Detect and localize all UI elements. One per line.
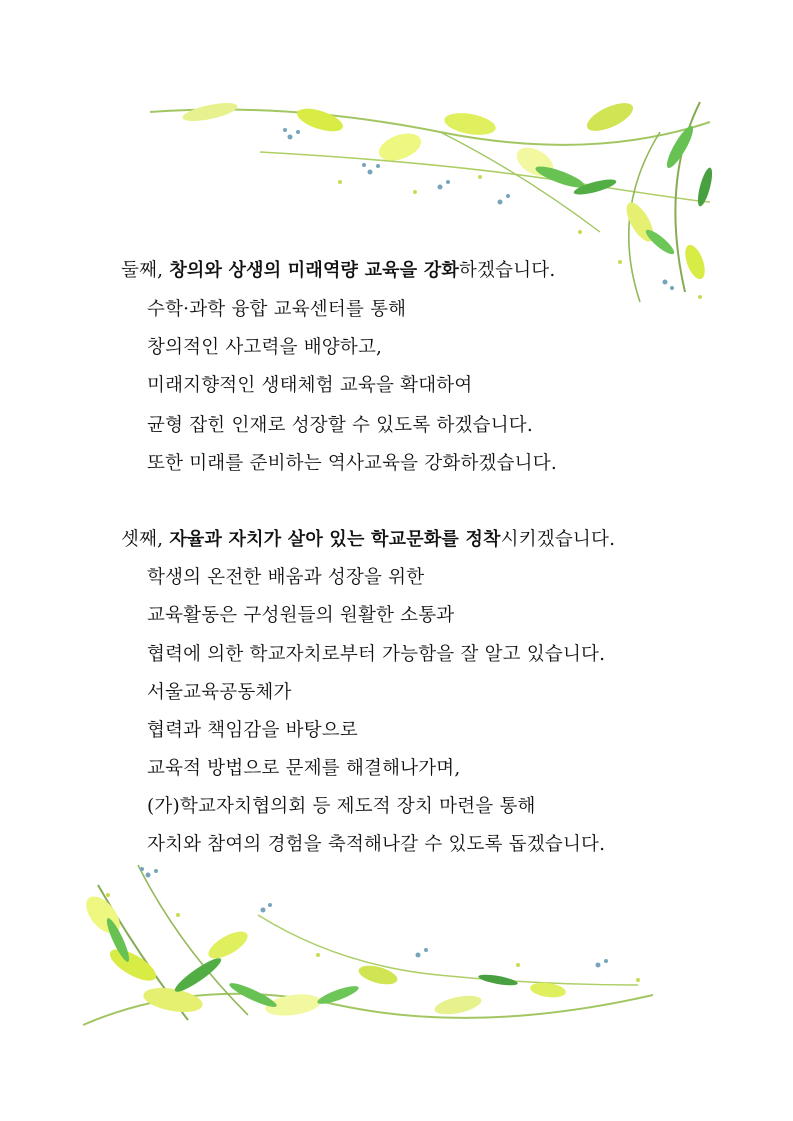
section-three-suffix: 시키겠습니다.: [500, 529, 616, 550]
section-two-line: 또한 미래를 준비하는 역사교육을 강화하겠습니다.: [147, 453, 557, 474]
section-three-line: 협력과 책임감을 바탕으로: [147, 720, 358, 741]
section-two-heading: [121, 259, 555, 283]
section-three-line: 학생의 온전한 배움과 성장을 위한: [147, 567, 425, 588]
section-three-line: 협력에 의한 학교자치로부터 가능함을 잘 알고 있습니다.: [147, 644, 606, 665]
section-two-line: 수학·과학 융합 교육센터를 통해: [147, 299, 407, 320]
section-three-line: 서울교육공동체가: [147, 682, 292, 703]
section-two-suffix: 하겠습니다.: [459, 260, 556, 281]
section-three-line: 자치와 참여의 경험을 축적해나갈 수 있도록 돕겠습니다.: [147, 834, 606, 855]
section-three-prefix: 셋째,: [121, 529, 170, 550]
section-three-heading: [121, 528, 615, 552]
section-three-highlight: 자율과 자치가 살아 있는 학교문화를 정착: [169, 529, 501, 550]
section-three-line: (가)학교자치협의회 등 제도적 장치 마련을 통해: [147, 796, 536, 817]
section-two-line: 미래지향적인 생태체험 교육을 확대하여: [147, 375, 473, 396]
section-three-line: 교육적 방법으로 문제를 해결해나가며,: [147, 758, 461, 779]
section-two-line: 창의적인 사고력을 배양하고,: [147, 337, 383, 358]
section-two-prefix: 둘째,: [121, 260, 170, 281]
section-three-line: 교육활동은 구성원들의 원활한 소통과: [147, 605, 455, 626]
section-two-highlight: 창의와 상생의 미래역량 교육을 강화: [169, 260, 459, 281]
section-two-line: 균형 잡힌 인재로 성장할 수 있도록 하겠습니다.: [147, 415, 533, 436]
